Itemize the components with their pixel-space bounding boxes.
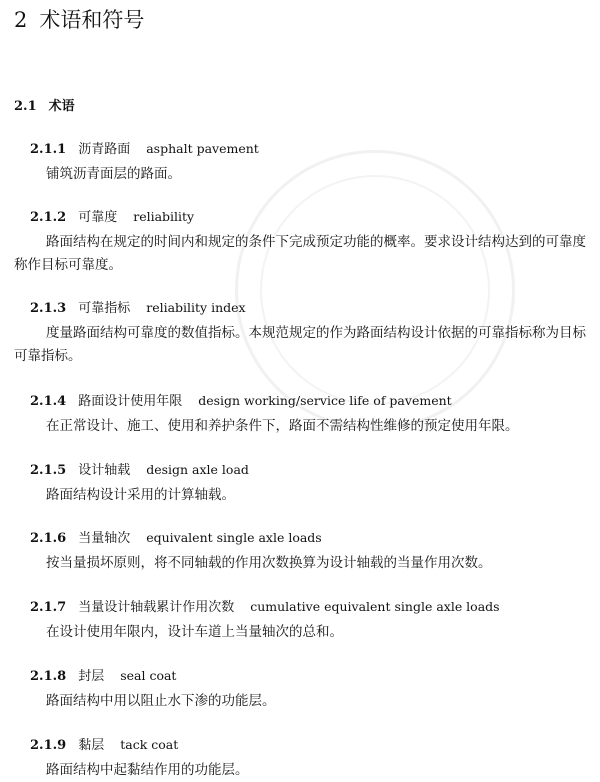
term-heading xyxy=(14,598,586,617)
term-heading xyxy=(14,208,586,227)
term-english: reliability index xyxy=(146,300,246,315)
term-number: 2.1.8 xyxy=(30,669,67,684)
term-definition: 在设计使用年限内，设计车道上当量轴次的总和。 xyxy=(46,624,343,640)
section-number: 2.1 xyxy=(14,99,37,114)
term-number: 2.1.1 xyxy=(30,142,67,157)
watermark-seal xyxy=(235,150,515,430)
term-definition: 路面结构中起黏结作用的功能层。 xyxy=(46,762,249,778)
term-chinese: 沥青路面 xyxy=(78,142,131,157)
term-entry xyxy=(14,598,586,644)
term-number: 2.1.5 xyxy=(30,463,67,478)
term-definition: 在正常设计、施工、使用和养护条件下，路面不需结构性维修的预定使用年限。 xyxy=(46,418,519,434)
section-heading xyxy=(14,95,75,114)
term-entry xyxy=(14,736,586,782)
term-heading xyxy=(14,392,586,411)
term-number: 2.1.7 xyxy=(30,600,67,615)
term-chinese: 路面设计使用年限 xyxy=(78,394,183,409)
term-chinese: 设计轴载 xyxy=(78,463,131,478)
term-english: reliability xyxy=(133,209,195,224)
term-entry xyxy=(14,461,586,507)
term-number: 2.1.6 xyxy=(30,531,67,546)
term-chinese: 黏层 xyxy=(78,738,105,753)
term-heading xyxy=(14,299,586,318)
term-entry xyxy=(14,208,586,277)
term-chinese: 当量轴次 xyxy=(78,531,131,546)
section-title: 术语 xyxy=(48,99,75,114)
term-chinese: 可靠度 xyxy=(78,210,118,225)
term-english: asphalt pavement xyxy=(146,141,259,156)
term-english: cumulative equivalent single axle loads xyxy=(250,599,500,614)
term-definition: 铺筑沥青面层的路面。 xyxy=(46,166,181,182)
chapter-title: 术语和符号 xyxy=(39,8,145,32)
term-chinese: 当量设计轴载累计作用次数 xyxy=(78,600,235,615)
term-chinese: 可靠指标 xyxy=(78,301,131,316)
chapter-heading xyxy=(14,4,144,34)
term-definition: 路面结构在规定的时间内和规定的条件下完成预定功能的概率。要求设计结构达到的可靠度称作目标可靠度。 xyxy=(14,234,586,273)
term-heading xyxy=(14,461,586,480)
term-english: equivalent single axle loads xyxy=(146,530,322,545)
term-number: 2.1.9 xyxy=(30,738,67,753)
term-number: 2.1.4 xyxy=(30,394,67,409)
term-definition: 度量路面结构可靠度的数值指标。本规范规定的作为路面结构设计依据的可靠指标称为目标可靠指标。 xyxy=(14,325,586,364)
term-definition: 路面结构设计采用的计算轴载。 xyxy=(46,487,235,503)
term-heading xyxy=(14,736,586,755)
term-entry xyxy=(14,392,586,438)
term-definition: 路面结构中用以阻止水下渗的功能层。 xyxy=(46,693,276,709)
term-number: 2.1.2 xyxy=(30,210,67,225)
term-number: 2.1.3 xyxy=(30,301,67,316)
term-heading xyxy=(14,529,586,548)
term-entry xyxy=(14,140,586,186)
term-definition: 按当量损坏原则，将不同轴载的作用次数换算为设计轴载的当量作用次数。 xyxy=(46,555,492,571)
term-english: design working/service life of pavement xyxy=(198,393,452,408)
term-english: seal coat xyxy=(120,668,177,683)
term-entry xyxy=(14,529,586,575)
term-chinese: 封层 xyxy=(78,669,105,684)
term-entry xyxy=(14,299,586,368)
term-entry xyxy=(14,667,586,713)
term-english: design axle load xyxy=(146,462,249,477)
term-heading xyxy=(14,667,586,686)
term-heading xyxy=(14,140,586,159)
term-english: tack coat xyxy=(120,737,179,752)
chapter-number: 2 xyxy=(14,8,28,32)
